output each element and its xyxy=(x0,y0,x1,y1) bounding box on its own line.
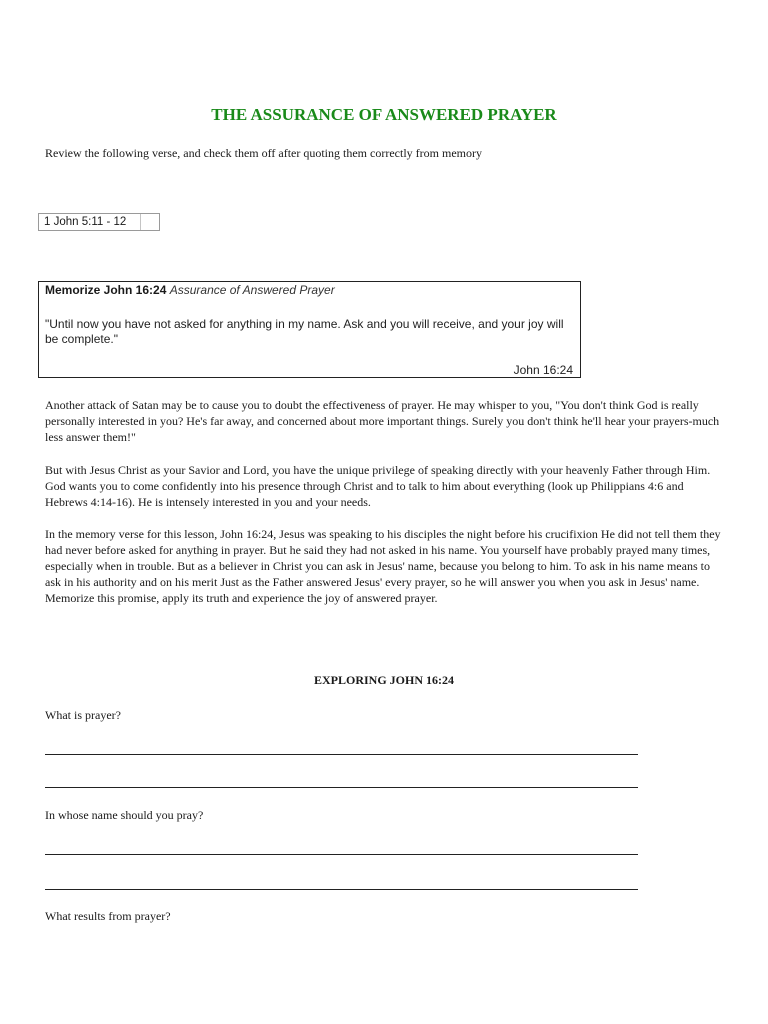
memory-verse-heading: Memorize John 16:24 xyxy=(45,283,167,297)
question-2: In whose name should you pray? xyxy=(45,808,204,822)
memory-verse-citation: John 16:24 xyxy=(513,363,573,377)
paragraph-satan-attack: Another attack of Satan may be to cause you to doubt the effectiveness of prayer. He may whisper to you, "You don't think God is really personally interested in you? He's far away, and concerned about more important things. Surely you don't think he'll hear your prayers-much less answer them!" xyxy=(45,398,720,444)
answer-line[interactable] xyxy=(45,754,638,755)
question-1: What is prayer? xyxy=(45,708,121,722)
verse-checklist-item xyxy=(38,213,160,231)
answer-line[interactable] xyxy=(45,889,638,890)
verse-reference: 1 John 5:11 - 12 xyxy=(44,216,127,228)
page-title: THE ASSURANCE OF ANSWERED PRAYER xyxy=(211,105,557,124)
instructions-text: Review the following verse, and check them off after quoting them correctly from memory xyxy=(45,146,482,160)
memory-verse-box xyxy=(38,281,581,378)
question-3: What results from prayer? xyxy=(45,909,171,923)
memory-verse-subheading: Assurance of Answered Prayer xyxy=(169,283,335,297)
memory-verse-header xyxy=(45,283,335,297)
answer-line[interactable] xyxy=(45,854,638,855)
paragraph-privilege: But with Jesus Christ as your Savior and Lord, you have the unique privilege of speaking directly with your heavenly Father through Him. God wants you to come confidently into his presence through Christ and to talk to him about everything (look up Philippians 4:6 and Hebrews 4:14-16). He is intensely interested in you and your needs. xyxy=(45,463,711,509)
answer-line[interactable] xyxy=(45,787,638,788)
paragraph-memory-verse: In the memory verse for this lesson, John 16:24, Jesus was speaking to his disciples the night before his crucifixion He did not tell them they had never before asked for anything in prayer. But he said they had not asked in his name. You yourself have probably prayed many times, especially when in trouble. But as a believer in Christ you can ask in Jesus' name, because you belong to him. To ask in his name means to ask in his authority and on his merit Just as the Father answered Jesus' every prayer, so he will answer you when you ask in Jesus' name. Memorize this promise, apply its truth and experience the joy of answered prayer. xyxy=(45,527,721,605)
section-heading: EXPLORING JOHN 16:24 xyxy=(313,673,454,687)
verse-checkbox[interactable] xyxy=(140,214,159,230)
memory-verse-text: "Until now you have not asked for anything in my name. Ask and you will receive, and your joy will be complete." xyxy=(45,317,564,346)
